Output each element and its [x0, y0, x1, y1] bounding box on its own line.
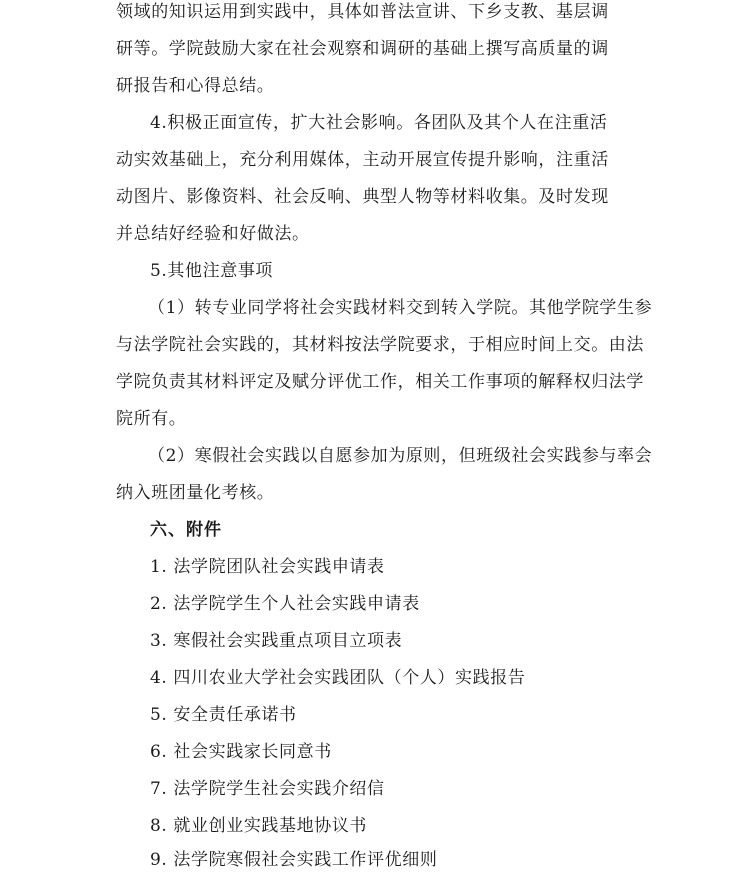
paragraph-line: 研报告和心得总结。 [116, 76, 275, 96]
paragraph-line: 5.其他注意事项 [150, 261, 274, 281]
paragraph-line: 与法学院社会实践的，其材料按法学院要求，于相应时间上交。由法 [116, 335, 644, 355]
attachment-item: 9. 法学院寒假社会实践工作评优细则 [150, 850, 438, 870]
attachment-item: 6. 社会实践家长同意书 [150, 742, 332, 762]
attachment-item: 8. 就业创业实践基地协议书 [150, 816, 368, 836]
paragraph-line: 并总结好经验和好做法。 [116, 224, 310, 244]
paragraph-line: 纳入班团量化考核。 [116, 483, 275, 503]
attachment-item: 1. 法学院团队社会实践申请表 [150, 557, 385, 577]
attachment-item: 7. 法学院学生社会实践介绍信 [150, 779, 385, 799]
paragraph-line: 4.积极正面宣传，扩大社会影响。各团队及其个人在注重活 [150, 113, 608, 133]
paragraph-line: 院所有。 [116, 409, 187, 429]
paragraph-line: （1）转专业同学将社会实践材料交到转入学院。其他学院学生参 [148, 298, 653, 318]
attachment-item: 4. 四川农业大学社会实践团队（个人）实践报告 [150, 668, 526, 688]
paragraph-line: 学院负责其材料评定及赋分评优工作，相关工作事项的解释权归法学 [116, 372, 644, 392]
paragraph-line: （2）寒假社会实践以自愿参加为原则，但班级社会实践参与率会 [148, 446, 653, 466]
attachment-item: 2. 法学院学生个人社会实践申请表 [150, 594, 420, 614]
paragraph-line: 领域的知识运用到实践中，具体如普法宣讲、下乡支教、基层调 [116, 2, 609, 22]
attachment-item: 3. 寒假社会实践重点项目立项表 [150, 631, 403, 651]
attachment-item: 5. 安全责任承诺书 [150, 705, 297, 725]
section-heading: 六、附件 [150, 520, 222, 540]
paragraph-line: 研等。学院鼓励大家在社会观察和调研的基础上撰写高质量的调 [116, 39, 609, 59]
paragraph-line: 动实效基础上，充分利用媒体，主动开展宣传提升影响，注重活 [116, 150, 609, 170]
paragraph-line: 动图片、影像资料、社会反响、典型人物等材料收集。及时发现 [116, 187, 609, 207]
